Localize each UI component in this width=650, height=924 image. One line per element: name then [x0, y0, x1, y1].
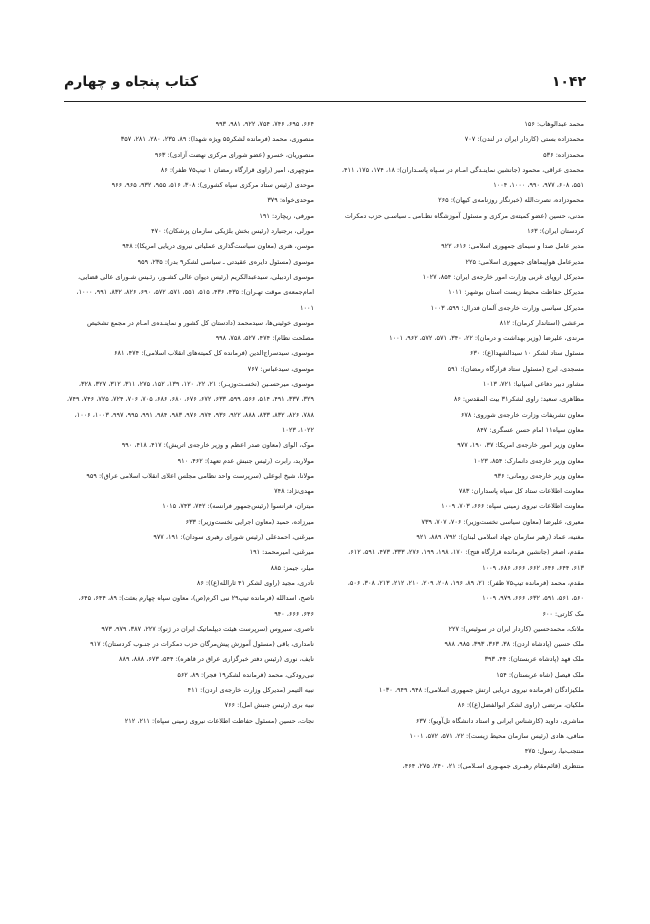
index-entry: مشاور دبیر دفاعی اسپانیا: ۷۲۱، ۱۰۱۳	[482, 380, 584, 389]
index-entry: نامداری، باقی (مسئول آموزش پیش‌مرگان حزب دمکرات در جنـوب کردستان): ۹۱۷	[90, 640, 314, 649]
book-title: کتاب پنجاه و چهارم	[64, 74, 198, 90]
index-entry: موسن، هنری (معاون سیاست‌گذاری عملیاتی نیروی دریایی امریکا): ۹۴۸	[122, 242, 314, 251]
index-entry: منافی، هادی (رئیس سازمان محیط زیست): ۲۲، ۵۷۱، ۵۷۲، ۱۰۰۱	[409, 731, 584, 740]
index-entry: محمد عبدالوهاب: ۱۵۶	[524, 120, 584, 128]
index-entry: مولاربد، رابرت (رئیس جنبش عدم تعهد): ۴۶۲، ۹۱۰	[177, 456, 314, 465]
index-entry: مسئول ستاد لشکر ۱۰ سیدالشهدا(ع): ۶۳۰	[469, 349, 584, 358]
index-entry: معاونت اطلاعات نیروی زمینی سپاه: ۶۶۶، ۷۰۳، ۱۰۰۹	[441, 502, 584, 511]
index-entry: موسوی، سیدسراج‌الدین (فرمانده کل کمیته‌های انقلاب اسلامی): ۴۷۴، ۶۸۱	[114, 349, 314, 358]
index-entry: منصوری، محمد (فرمانده لشکر۵۵ ویژه شهدا): ۸۹، ۲۳۵، ۲۸۰، ۲۸۱، ۳۵۷	[120, 135, 314, 144]
index-entry: میرغنی، امیرمحمد: ۱۹۱	[249, 548, 314, 557]
index-entry: مرعشی (استاندار کرمان): ۸۱۲	[499, 318, 584, 327]
index-entry: منتظری (قائم‌مقام رهبـری جمهـوری اسـلامی): ۲۱، ۲۴۰، ۲۷۵، ۴۶۴،	[402, 762, 584, 771]
index-entry: ناصح، اسدالله (فرمانده تیپ۲۹ نبی اکرم(ص)، معاون سپاه چهارم بعثت): ۸۹، ۶۴۴، ۶۴۵، ۶۴۶، ۶۶۶، ۹۴۰	[78, 594, 314, 618]
header-divider	[64, 101, 586, 102]
index-entry: ملک فهد (پادشاه عربستان): ۴۴، ۳۹۳	[484, 655, 584, 664]
index-entry: معاون وزیر خارجه‌ی رومانی: ۹۳۶	[494, 471, 584, 480]
page-number: ۱۰۴۲	[551, 74, 586, 90]
index-entry: مظاهری، سعید: راوی لشکر۳۱ بیت المقدس: ۸۶	[453, 395, 584, 404]
index-entry: ملکیان، مرتضی (راوی لشکر ابوالفضل(ع)): ۸۶	[457, 701, 584, 710]
index-entry: موسوی (مسئول دایره‌ی عقیدتی ـ سیاسی لشکر۹ بدر): ۲۳۵، ۹۵۹	[137, 257, 314, 266]
index-entry: مورفی، ریچارد: ۱۹۱	[259, 211, 314, 220]
index-entry: معاون تشریفات وزارت خارجه‌ی شوروی: ۶۷۸	[460, 410, 584, 419]
index-entry: میرزاده، حمید (معاون اجرایی نخست‌وزیر): ۶۳۳	[185, 517, 314, 526]
index-entry: مدیرکل اروپای غربی وزارت امور خارجه‌ی ایران: ۸۵۴، ۱۰۲۷	[422, 272, 584, 281]
index-entry: محمودزاده، نصرت‌الله (خبرنگار روزنامه‌ی کیهان): ۲۶۵	[438, 196, 584, 205]
index-entry: مولانا، شیخ ابوعلی (سرپرست واحد نظامی مجلس اعلای انقلاب اسلامی عراق): ۹۵۹	[86, 471, 314, 480]
index-column-right	[336, 117, 584, 775]
index-entry: مدیرکل حفاظت محیط زیست استان بوشهر: ۱۰۱۱	[448, 288, 584, 297]
index-entry: مقدم، محمد (فرمانده تیپ۷۵ ظفر): ۲۱، ۸۹، ۱۹۶، ۲۰۸، ۲۰۹، ۲۱۰، ۲۱۲، ۲۱۳، ۳۰۸، ۵۰۶، ۵۶۰، ۵۶۱، ۵۹۱، ۶۳۲، ۶۶۶، ۹۷۹، ۱۰۰۹	[347, 578, 584, 603]
index-entry: منصوریان، خسرو (عضو شورای مرکزی نهضت آزادی): ۹۶۳	[154, 150, 314, 159]
index-entry: نبی‌رودکی، محمد (فرمانده لشکر۱۹ فجر): ۸۹، ۵۶۲	[177, 670, 314, 679]
index-entry: میلر، جیمز: ۸۸۵	[270, 563, 314, 572]
index-entry: مناشری، داوید (کارشناس ایرانی و استاد دانشگاه تل‌آویو): ۶۳۷	[415, 716, 584, 725]
index-entry: موک، الوای (معاون صدر اعظم و وزیر خارجه‌ی اتریش): ۴۱۷، ۴۱۸، ۹۹۰	[121, 441, 314, 450]
index-entry: منتجب‌نیا، رسول: ۴۷۵	[524, 747, 584, 756]
index-entry: محمدزاده: ۵۳۶	[543, 150, 584, 159]
index-entry: مقدم، اصغر (جانشین فرمانده قرارگاه فتح): ۱۷۰، ۱۹۸، ۱۹۹، ۲۷۶، ۳۳۳، ۴۷۳، ۵۹۱، ۶۱۲، ۶۱۳، ۶۴۴، ۶۴۶، ۶۶۲، ۶۶۶، ۶۸۶، ۱۰۰۹	[348, 548, 584, 572]
index-entry: میتران، فرانسوا (رئیس‌جمهور فرانسه): ۷۴۲، ۷۴۳، ۱۰۱۵	[162, 502, 314, 511]
index-entry: نجات، حسین (مسئول حفاظت اطلاعات نیروی زمینی سپاه): ۲۱۱، ۲۱۲	[124, 716, 314, 725]
index-entry: مدیر عامل صدا و سیمای جمهوری اسلامی: ۶۱۶، ۹۲۲	[441, 242, 584, 251]
index-entry: میرغنی، احمدعلی (رئیس شورای رهبری سودان): ۱۹۱، ۹۷۷	[153, 533, 314, 542]
index-entry: محمدزاده بستی (کاردار ایران در لندن): ۷۰۷	[464, 135, 584, 144]
index-entry: مورلی، برجنیارد (رئیس بخش بلژیکی سازمان پزشکان): ۴۷۰	[151, 227, 314, 236]
index-entry: ملک فیصل (شاه عربستان): ۱۵۴	[496, 670, 584, 679]
index-entry: معاون وزیر امور خارجه‌ی امریکا: ۳۷، ۱۹۰، ۹۷۷	[457, 441, 584, 450]
index-entry: ناصری، سیروس (سرپرست هیئت دیپلماتیک ایران در ژنو): ۲۲۷، ۳۸۷، ۹۷۹، ۹۷۳	[101, 624, 314, 633]
index-entry: ملانک، محمدحسین (کاردار ایران در سوئیس): ۲۲۷	[448, 624, 584, 633]
index-entry: ۶۶۴، ۶۹۵، ۷۴۶، ۷۵۴، ۹۲۲، ۹۸۱، ۹۹۳	[215, 120, 314, 128]
index-entry: منوچهری، امیر (راوی قرارگاه رمضان ۱ تیپ۷۵ ظفر): ۸۶	[160, 165, 314, 174]
index-entry: نادری، مجید (راوی لشکر ۴۱ ثارالله(ع)): ۸۶	[196, 578, 314, 587]
index-entry: مک کارتی: ۶۰۰	[542, 609, 584, 618]
index-entry: معاون سپاه۱۱ امام حسن عسگری: ۸۴۷	[476, 425, 584, 434]
index-entry: موحدی (رئیس ستاد مرکزی سپاه کشوری): ۳۰۸، ۵۱۶، ۹۵۵، ۹۳۲، ۹۶۵، ۹۶۶	[111, 181, 314, 190]
index-entry: نایف، نوری (رئیس دفتر خبرگزاری عراق در قاهره): ۵۴۴، ۶۷۳، ۸۸۸، ۸۸۹	[119, 655, 314, 664]
index-entry: نبیه التیمر (مدیرکل وزارت خارجه‌ی اردن): ۴۱۱	[187, 685, 314, 694]
index-entry: موسوی، میرحسـین (نخسـت‌وزیـر): ۲۱، ۲۲، ۱۲۰، ۱۳۹، ۱۵۲، ۲۷۵، ۳۱۱، ۳۱۲، ۳۲۷، ۳۲۸، ۳۲۹، ۳۳۷، ۴۹۱، ۵۱۴، ۵۶۶، ۵۹۹، ۶۳۳، ۶۷۲، ۶۷۶، ۶۸۰، ۶۸۶، ۷۰۵، ۷۰۶، ۷۲۴، ۷۲۵، ۷۴۶، ۷۴۹، ۷۸۸، ۸۲۶، ۸۳۲، ۸۳۳، ۸۸۸، ۹۲۲، ۹۳۶، ۹۷۴، ۹۷۶، ۹۸۳، ۹۸۴، ۹۹۱، ۹۹۵، ۹۹۷، ۱۰۰۳، ۱۰۰۶، ۱۰۲۲، ۱۰۲۳	[66, 380, 314, 434]
index-entry: مدیرعامل هواپیماهای جمهوری اسلامی: ۲۲۵	[465, 257, 584, 266]
index-entry: مدنی، حسین (عضو کمیته‌ی مرکزی و مسئول آموزشگاه نظـامی ـ سیاسـی حزب دمکرات کردستان ایران): ۱۶۳	[344, 211, 584, 236]
index-entry: موسوی خوئینی‌ها، سیدمحمد (دادستان کل کشور و نماینـده‌ی امـام در مجمع تشخیص مصلحت نظام): ۴۷۴، ۵۲۷، ۷۵۸، ۹۹۸	[87, 318, 314, 343]
index-entry: مسجدی، ایرج (مسئول ستاد قرارگاه رمضان): ۵۹۱	[447, 364, 584, 373]
page-header	[64, 74, 586, 96]
index-entry: موحدی‌خواه: ۳۷۹	[267, 196, 314, 205]
index-entry: معاونت اطلاعات ستاد کل سپاه پاسداران: ۷۸۳	[458, 487, 584, 496]
index-entry: موسوی، سیدعباس: ۷۶۷	[247, 364, 314, 373]
index-entry: مغنیه، عماد (رهبر سازمان جهاد اسلامی لبنان): ۷۹۲، ۸۸۹، ۹۲۱	[416, 533, 584, 542]
index-entry: معاون وزیر خارجه‌ی دانمارک: ۸۵۴، ۱۰۲۳	[473, 456, 584, 465]
index-entry: مهدی‌نژاد: ۷۴۸	[274, 487, 314, 496]
index-entry: مرندی، علیرضا (وزیر بهداشت و درمان): ۲۲، ۳۴۰، ۵۷۱، ۵۷۲، ۹۶۲، ۱۰۰۱	[389, 334, 584, 343]
index-entry: معیری، علیرضا (معاون سیاسی نخست‌وزیر): ۷۰۶، ۷۰۷، ۷۳۹	[421, 517, 584, 526]
index-entry: مدیرکل سیاسی وزارت خارجه‌ی آلمان فدرال: ۵۹۹، ۱۰۰۳	[430, 303, 584, 312]
index-entry: موسوی اردبیلی، سیدعبدالکریم (رئیس دیوان عالی کشـور، رئـیس شـورای عالی قضایی، امام‌جمعه‌ی موقت تهـران): ۴۳۵، ۴۳۶، ۵۱۵، ۵۵۱، ۵۷۱، ۵۷۲، ۶۹۰، ۸۲۶، ۸۳۲، ۹۹۱، ۱۰۰۰، ۱۰۰۱	[76, 272, 314, 312]
index-entry: محمدی عراقی، محمود (جانشین نماینـدگی امـام در سـپاه پاسـداران): ۱۸، ۱۷۴، ۱۷۵، ۴۱۱، ۵۵۱، ۶۰۸، ۹۷۷، ۹۹۰، ۱۰۰۰، ۱۰۰۴	[341, 165, 584, 190]
index-entry: ملک حسین (پادشاه اردن): ۳۸، ۳۶۳، ۳۹۳، ۹۸۵، ۹۸۸	[444, 640, 584, 649]
index-entry: ملکیزادگان (فرمانده نیروی دریایی ارتش جمهوری اسلامی): ۹۴۸، ۹۴۹، ۱۰۳۰	[378, 685, 584, 694]
index-entry: نبیه بری (رئیس جنبش امل): ۷۶۶	[224, 701, 314, 710]
index-column-left	[66, 117, 314, 729]
